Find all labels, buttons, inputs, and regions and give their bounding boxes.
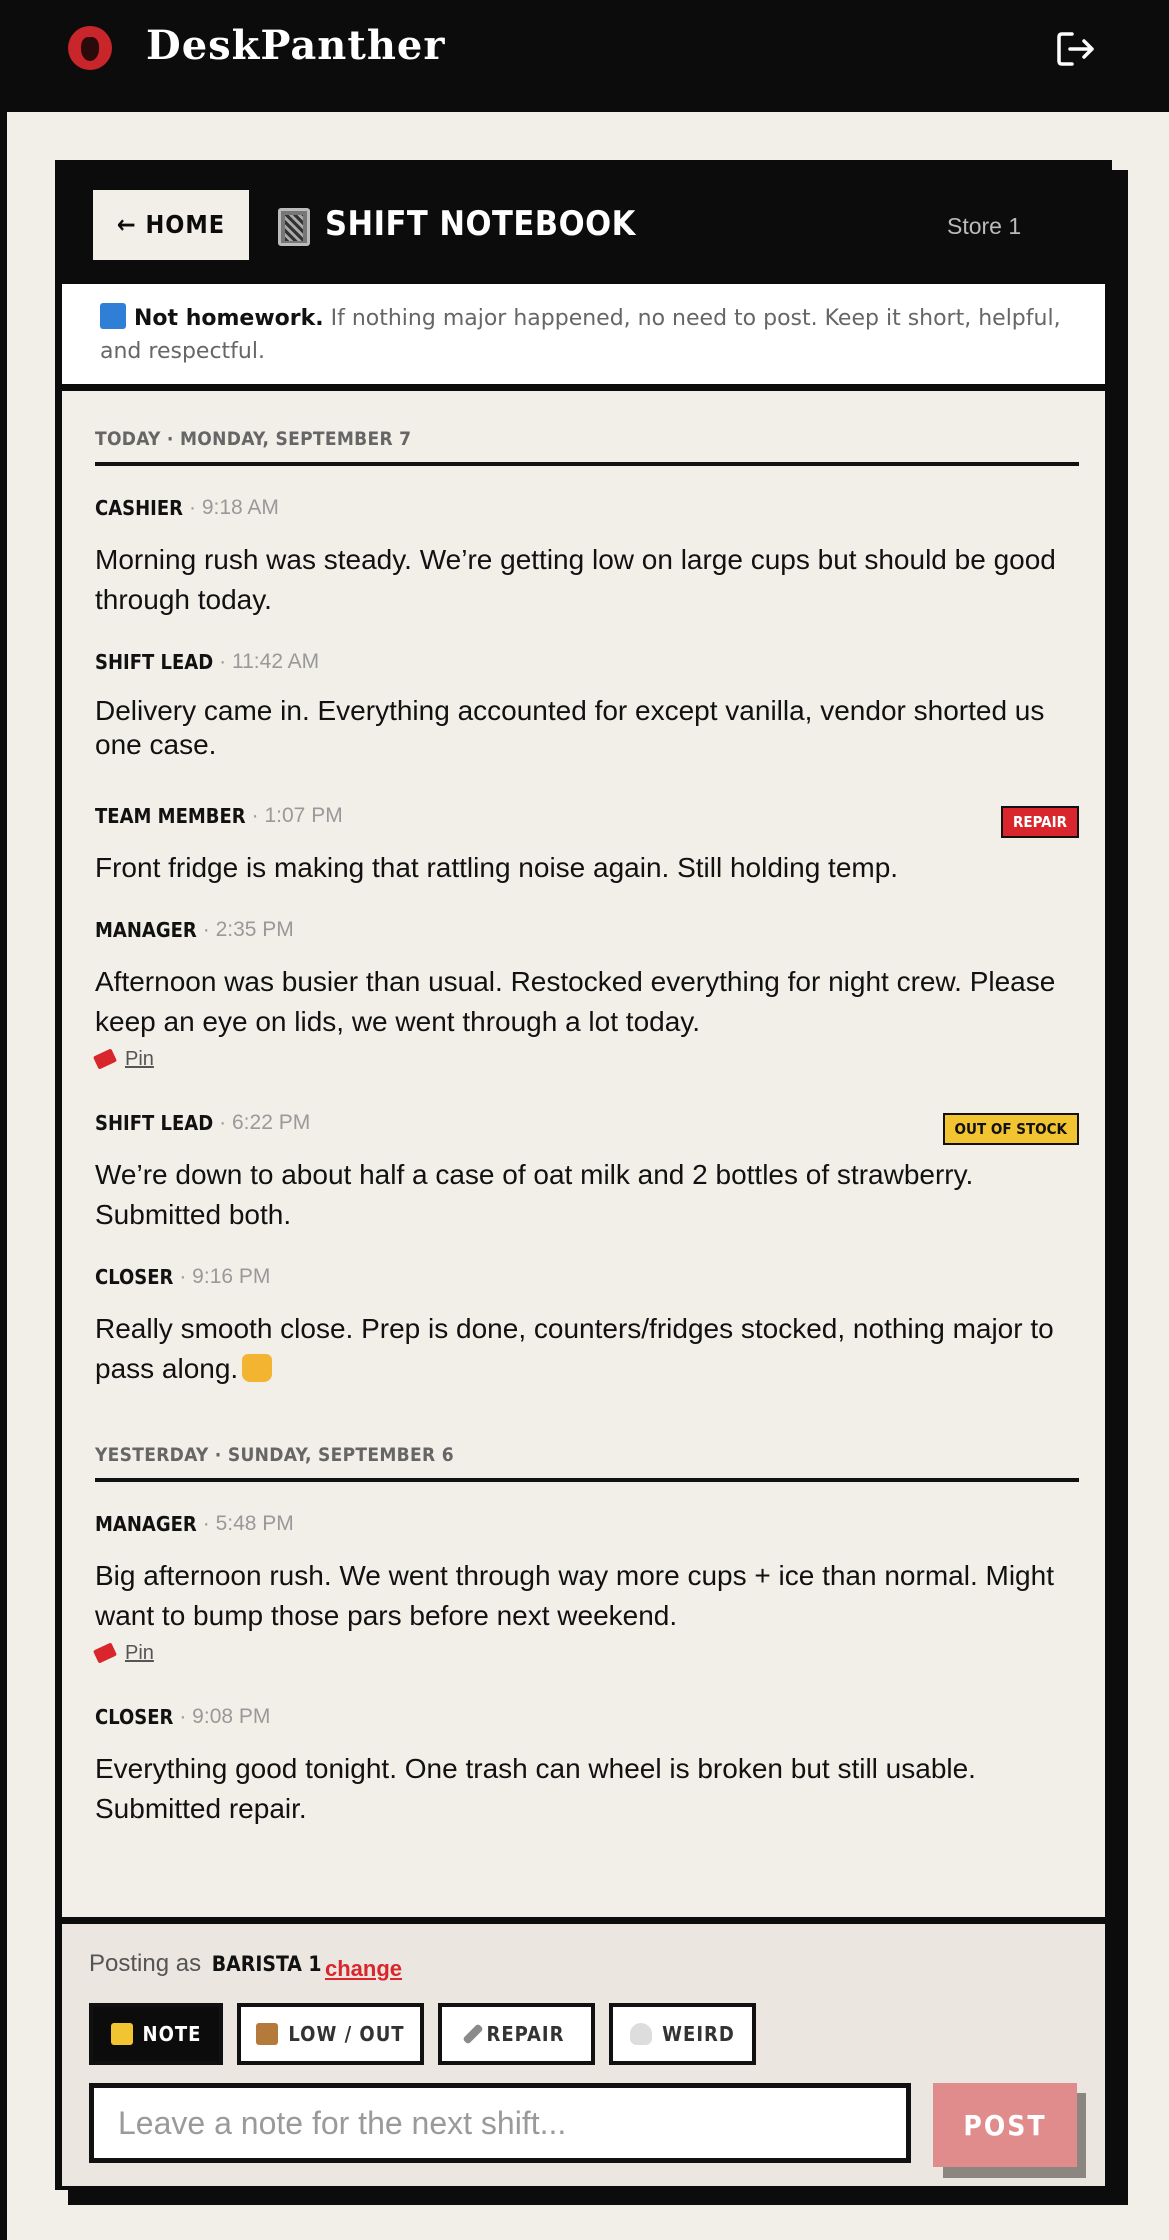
entry-time: · 5:48 PM	[202, 1512, 294, 1535]
repair-tag: REPAIR	[1001, 806, 1079, 838]
posting-as-label: Posting as	[89, 1950, 202, 1977]
type-note-button[interactable]	[89, 2003, 223, 2065]
pin-label: Pin	[125, 1048, 154, 1070]
type-repair-button[interactable]	[438, 2003, 595, 2065]
type-low-out-button[interactable]	[237, 2003, 424, 2065]
entry-time: · 9:16 PM	[179, 1265, 271, 1288]
change-user-link[interactable]: change	[325, 1956, 403, 1981]
entry-role: MANAGER	[95, 1512, 197, 1536]
composer-divider	[62, 1917, 1105, 1924]
list-item	[95, 1111, 1079, 1235]
notice-banner	[62, 284, 1105, 384]
day-heading-today: TODAY · MONDAY, SEPTEMBER 7	[95, 428, 1079, 466]
entry-text: We’re down to about half a case of oat milk and 2 bottles of strawberry. Submitted both.	[95, 1159, 974, 1230]
list-item	[95, 918, 1079, 1071]
entry-role: MANAGER	[95, 918, 197, 942]
entry-text	[95, 1309, 1079, 1389]
entry-time: · 2:35 PM	[202, 918, 294, 941]
entry-text: Everything good tonight. One trash can wheel is broken but still usable. Submitted repair.	[95, 1753, 976, 1824]
memo-icon	[111, 2023, 133, 2045]
list-item	[95, 496, 1079, 620]
blue-book-icon	[100, 303, 126, 329]
day-heading-yesterday: YESTERDAY · SUNDAY, SEPTEMBER 6	[95, 1444, 1079, 1482]
entry-role: CASHIER	[95, 496, 183, 520]
notebook-icon	[278, 208, 310, 246]
page-title: SHIFT NOTEBOOK	[325, 204, 636, 244]
brand-name: DeskPanther	[146, 22, 446, 69]
store-label: Store 1	[947, 213, 1022, 239]
list-item	[95, 1265, 1079, 1389]
list-item	[95, 1512, 1079, 1665]
posting-user: BARISTA 1	[211, 1952, 322, 1976]
ghost-icon	[630, 2023, 652, 2045]
pin-icon	[93, 1048, 117, 1069]
package-icon	[256, 2023, 278, 2045]
pin-label: Pin	[125, 1642, 154, 1664]
posting-as	[89, 1950, 322, 1978]
page-edge	[0, 112, 7, 2240]
entry-text: Delivery came in. Everything accounted for except vanilla, vendor shorted us one case.	[95, 695, 1045, 760]
home-button[interactable]: ← HOME	[93, 190, 249, 260]
entry-time: · 6:22 PM	[219, 1111, 311, 1134]
logout-icon[interactable]	[1056, 30, 1096, 68]
panther-logo-icon	[68, 26, 112, 70]
type-label: REPAIR	[486, 2022, 565, 2046]
pin-button[interactable]	[95, 1642, 154, 1665]
notice-text: If nothing major happened, no need to post. Keep it short, helpful, and respectful.	[100, 306, 1061, 364]
post-button[interactable]: POST	[933, 2083, 1077, 2167]
list-item	[95, 650, 1079, 762]
note-input[interactable]	[89, 2083, 911, 2163]
entry-text-content: Really smooth close. Prep is done, counters/fridges stocked, nothing major to pass along.	[95, 1313, 1054, 1384]
list-item	[95, 804, 1079, 888]
list-item	[95, 1705, 1079, 1829]
pin-icon	[93, 1642, 117, 1663]
entry-role: SHIFT LEAD	[95, 1111, 214, 1135]
type-weird-button[interactable]	[609, 2003, 756, 2065]
thumbs-up-icon	[242, 1354, 272, 1382]
shift-notebook-card	[55, 160, 1112, 2190]
entry-time: · 9:18 AM	[189, 496, 279, 519]
entry-time: · 11:42 AM	[219, 650, 320, 673]
entry-text: Afternoon was busier than usual. Restocked everything for night crew. Please keep an eye on lids, we went through a lot today.	[95, 966, 1056, 1037]
type-label: LOW / OUT	[288, 2022, 405, 2046]
type-label: WEIRD	[662, 2022, 735, 2046]
entry-text: Morning rush was steady. We’re getting low on large cups but should be good through today.	[95, 544, 1056, 615]
wrench-icon	[462, 2023, 483, 2044]
entry-role: TEAM MEMBER	[95, 804, 246, 828]
notice-bold: Not homework.	[134, 306, 324, 331]
entry-text: Front fridge is making that rattling noise again. Still holding temp.	[95, 852, 899, 883]
entry-text: Big afternoon rush. We went through way more cups + ice than normal. Might want to bump those pars before next weekend.	[95, 1560, 1054, 1631]
entry-role: CLOSER	[95, 1705, 174, 1729]
entry-role: SHIFT LEAD	[95, 650, 214, 674]
app-header	[0, 0, 1169, 112]
out-of-stock-tag: OUT OF STOCK	[943, 1113, 1079, 1145]
entry-time: · 9:08 PM	[179, 1705, 271, 1728]
divider	[62, 384, 1105, 391]
pin-button[interactable]	[95, 1048, 154, 1071]
type-label: NOTE	[142, 2022, 202, 2046]
entry-time: · 1:07 PM	[251, 804, 343, 827]
entry-role: CLOSER	[95, 1265, 174, 1289]
